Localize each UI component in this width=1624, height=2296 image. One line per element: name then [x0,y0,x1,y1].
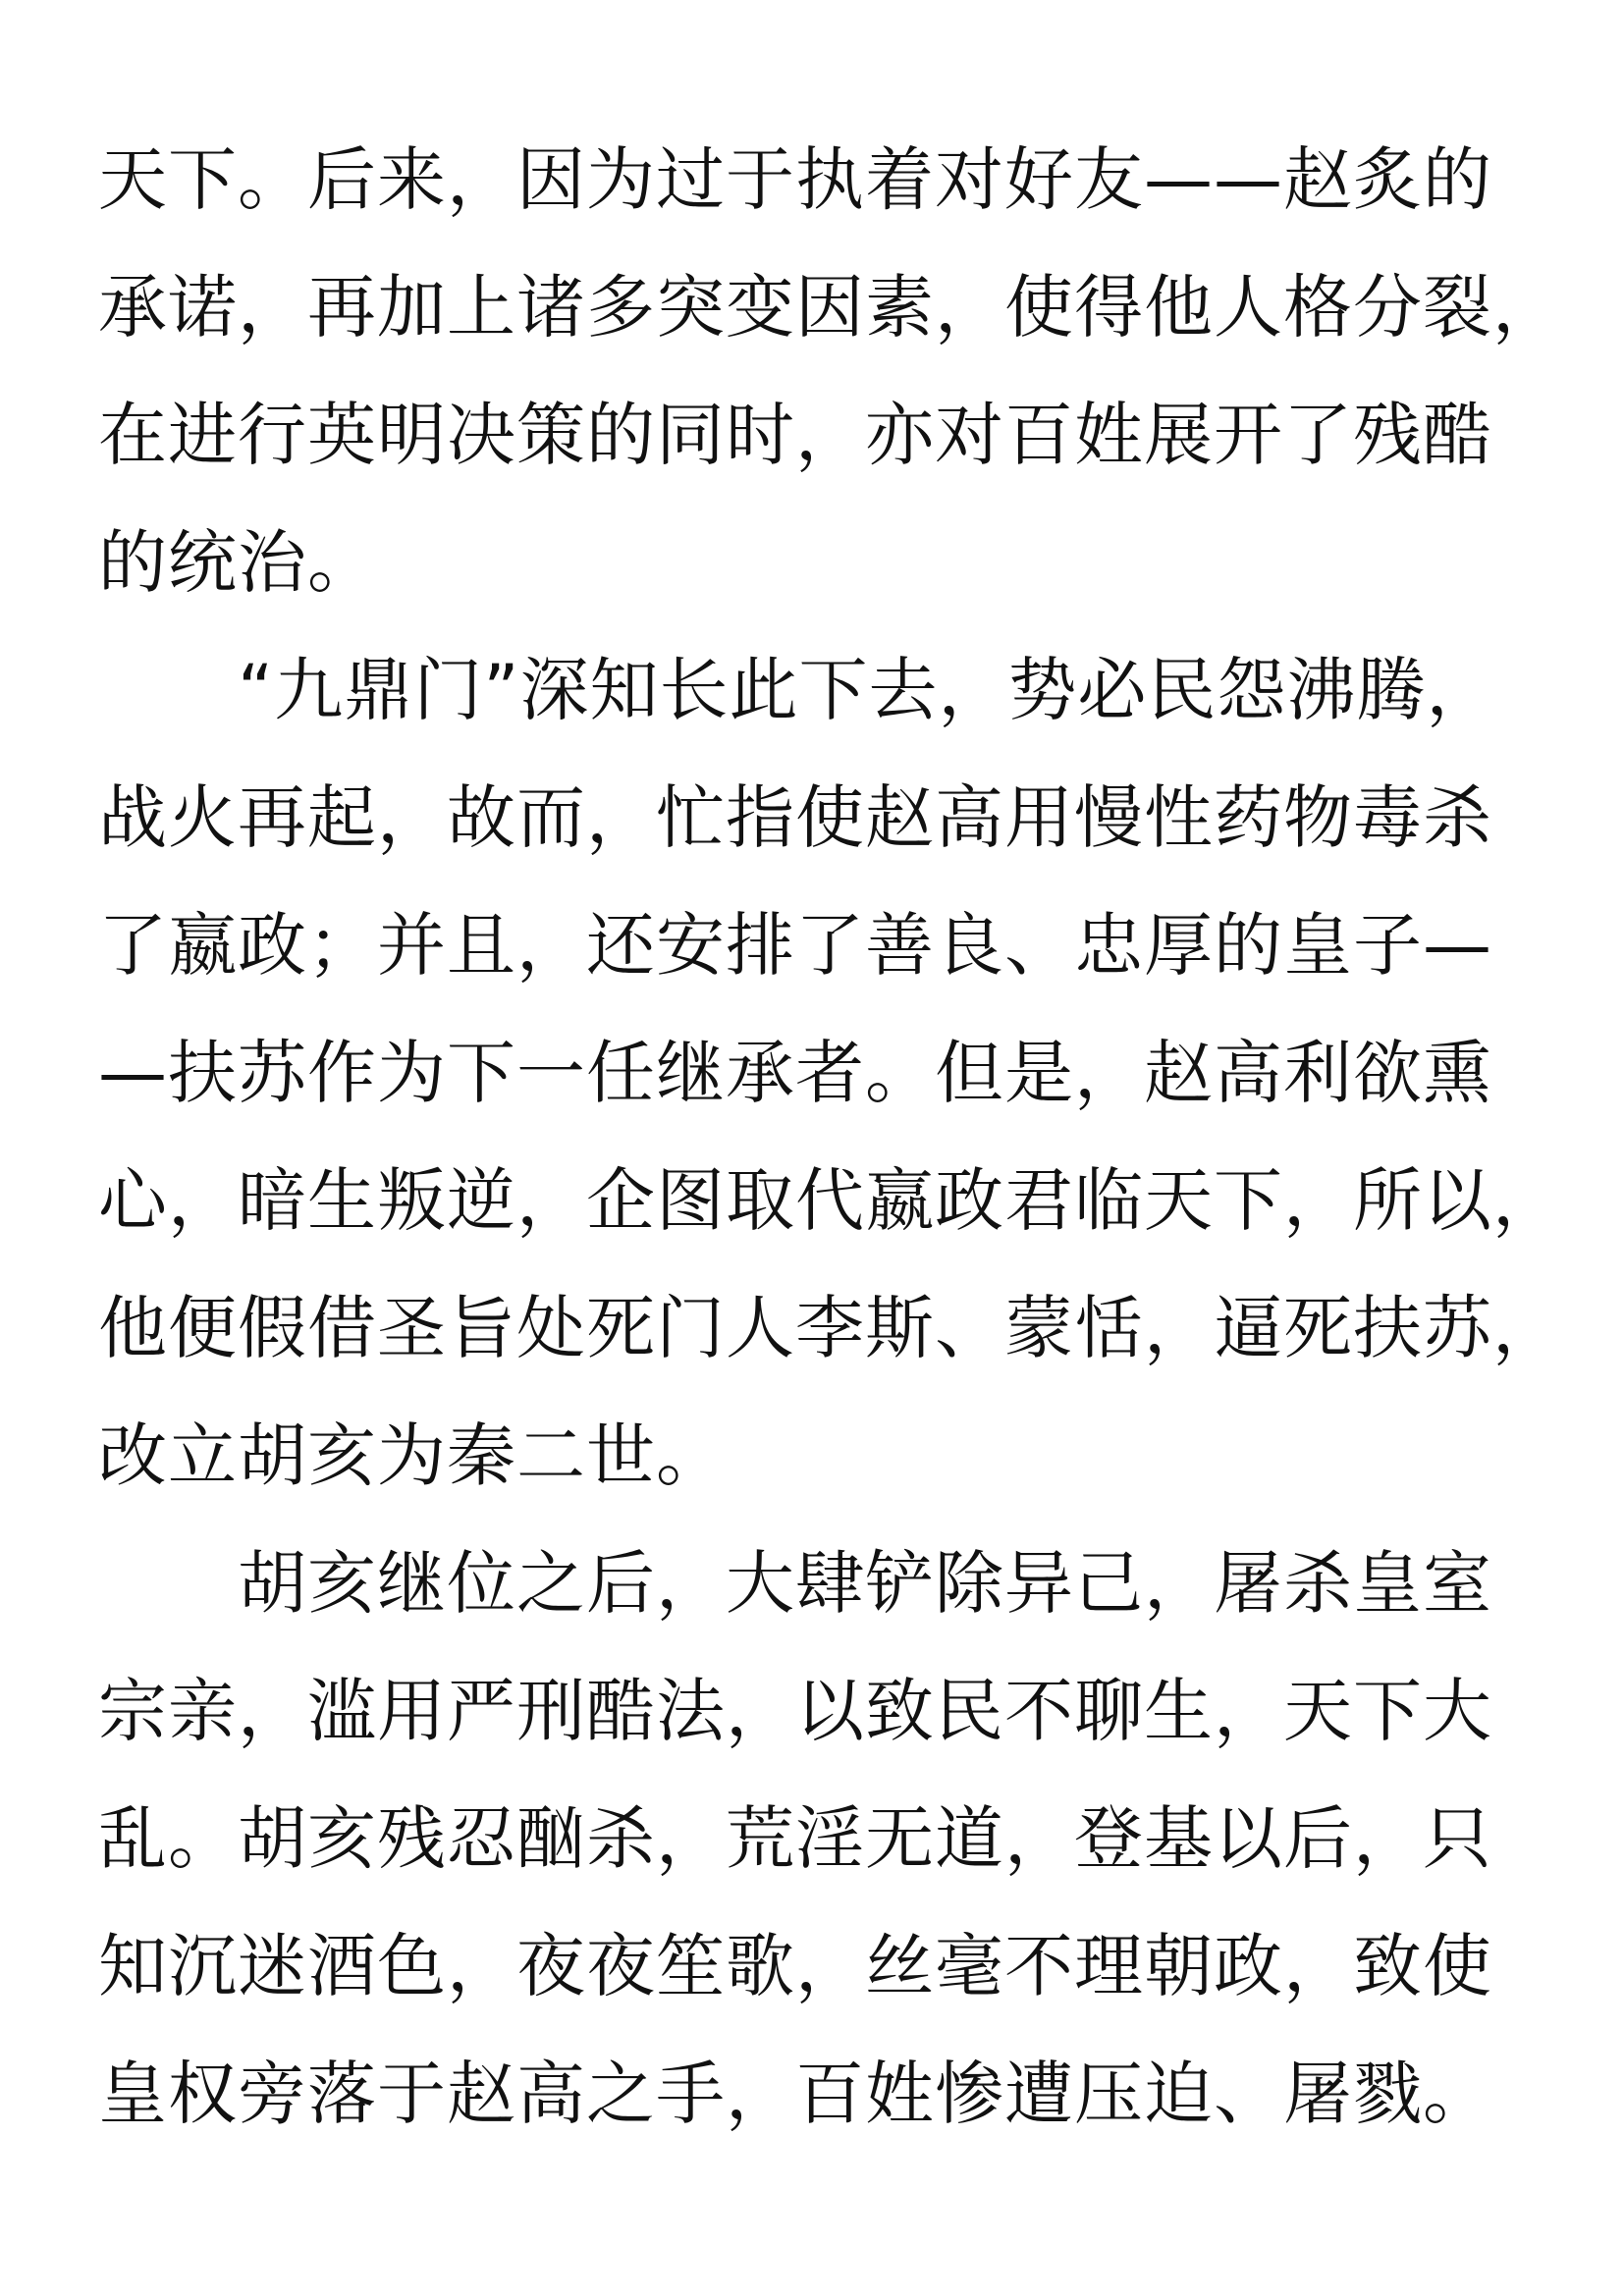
text-line: 宗亲，滥用严刑酷法，以致民不聊生，天下大 [98,1671,1492,1751]
body-text [98,116,1562,2158]
text-line: “九鼎门”深知长此下去，势必民怨沸腾， [98,650,1496,730]
text-line: 知沉迷酒色，夜夜笙歌，丝毫不理朝政，致使 [98,1926,1492,2006]
text-line: 乱。胡亥残忍酗杀，荒淫无道，登基以后，只 [98,1798,1492,1879]
text-line: 他便假借圣旨处死门人李斯、蒙恬，逼死扶苏， [98,1288,1562,1368]
text-line: 的统治。 [98,522,377,603]
text-line: 皇权旁落于赵高之手，百姓惨遭压迫、屠戮。 [98,2054,1492,2134]
text-line: 改立胡亥为秦二世。 [98,1415,726,1496]
text-line: 战火再起，故而，忙指使赵高用慢性药物毒杀 [98,777,1492,858]
text-line: 了嬴政；并且，还安排了善良、忠厚的皇子— [98,905,1492,986]
text-line: 在进行英明决策的同时，亦对百姓展开了残酷 [98,395,1492,475]
text-line: 胡亥继位之后，大肆铲除异己，屠杀皇室 [98,1543,1492,1624]
text-line: —扶苏作为下一任继承者。但是，赵高利欲熏 [98,1033,1492,1113]
text-line: 承诺，再加上诸多突变因素，使得他人格分裂， [98,267,1562,347]
text-line: 心，暗生叛逆，企图取代嬴政君临天下，所以， [98,1160,1562,1241]
text-line: 天下。后来，因为过于执着对好友——赵炙的 [98,139,1492,220]
